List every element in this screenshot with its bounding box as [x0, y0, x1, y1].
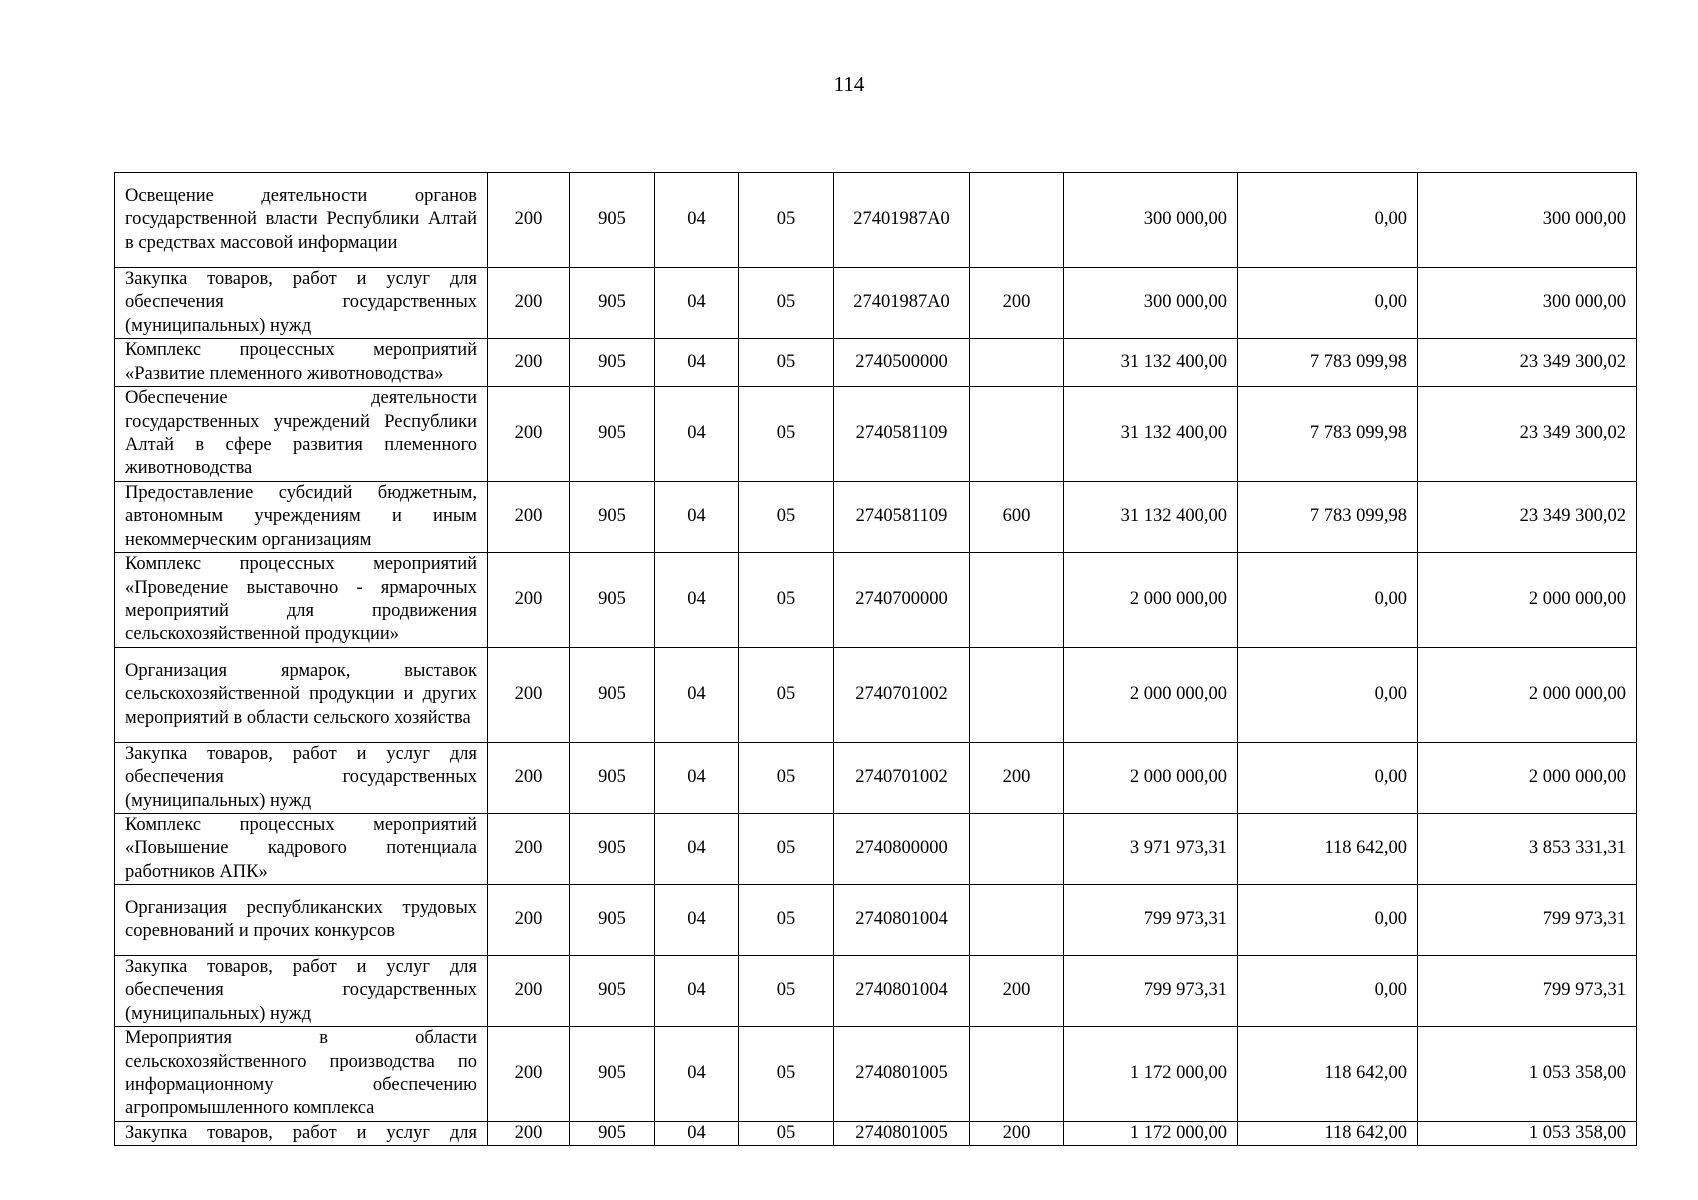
row-amount-3: 23 349 300,02 [1418, 482, 1637, 553]
row-code-vr: 200 [970, 268, 1064, 339]
row-code-csr: 27401987А0 [834, 173, 970, 268]
table-row [115, 268, 1637, 339]
row-amount-total: 31 132 400,00 [1064, 339, 1238, 387]
row-code-pr: 05 [739, 553, 834, 648]
row-code-vr [970, 387, 1064, 482]
row-code-gr: 200 [488, 648, 570, 743]
row-code-pr: 05 [739, 482, 834, 553]
row-amount-total: 2 000 000,00 [1064, 743, 1238, 814]
row-code-pr: 05 [739, 648, 834, 743]
row-code-rz: 04 [655, 482, 739, 553]
row-amount-total: 300 000,00 [1064, 173, 1238, 268]
row-code-csr: 2740800000 [834, 814, 970, 885]
row-amount-total: 3 971 973,31 [1064, 814, 1238, 885]
row-code-vr [970, 885, 1064, 956]
row-code-vr [970, 553, 1064, 648]
row-description: Комплекс процессных мероприятий «Повышение кадрового потенциала работников АПК» [115, 814, 488, 885]
row-code-rz: 04 [655, 885, 739, 956]
row-code-gr: 200 [488, 743, 570, 814]
row-amount-2: 0,00 [1238, 173, 1418, 268]
row-code-ved: 905 [570, 885, 655, 956]
row-description: Закупка товаров, работ и услуг для обеспечения государственных (муниципальных) нужд [115, 268, 488, 339]
row-code-rz: 04 [655, 339, 739, 387]
table-row [115, 482, 1637, 553]
row-code-vr: 200 [970, 1122, 1064, 1146]
table-row [115, 1027, 1637, 1122]
row-code-ved: 905 [570, 387, 655, 482]
row-code-vr [970, 648, 1064, 743]
row-amount-2: 0,00 [1238, 268, 1418, 339]
row-amount-total: 31 132 400,00 [1064, 482, 1238, 553]
row-code-vr [970, 1027, 1064, 1122]
row-code-ved: 905 [570, 173, 655, 268]
table-row [115, 648, 1637, 743]
row-code-vr: 200 [970, 956, 1064, 1027]
row-amount-3: 1 053 358,00 [1418, 1122, 1637, 1146]
row-description: Освещение деятельности органов государственной власти Республики Алтай в средствах массовой информации [115, 173, 488, 268]
row-amount-2: 0,00 [1238, 885, 1418, 956]
row-code-ved: 905 [570, 553, 655, 648]
row-code-vr: 600 [970, 482, 1064, 553]
row-amount-2: 0,00 [1238, 553, 1418, 648]
table-row [115, 814, 1637, 885]
row-code-rz: 04 [655, 956, 739, 1027]
row-amount-3: 2 000 000,00 [1418, 743, 1637, 814]
row-amount-total: 1 172 000,00 [1064, 1122, 1238, 1146]
row-amount-2: 118 642,00 [1238, 1122, 1418, 1146]
row-code-gr: 200 [488, 1122, 570, 1146]
row-code-rz: 04 [655, 1122, 739, 1146]
row-amount-total: 1 172 000,00 [1064, 1027, 1238, 1122]
row-amount-2: 0,00 [1238, 956, 1418, 1027]
row-description: Комплекс процессных мероприятий «Проведение выставочно - ярмарочных мероприятий для продвижения сельскохозяйственной продукции» [115, 553, 488, 648]
row-code-pr: 05 [739, 387, 834, 482]
table-row [115, 553, 1637, 648]
row-description: Комплекс процессных мероприятий «Развитие племенного животноводства» [115, 339, 488, 387]
row-amount-3: 799 973,31 [1418, 956, 1637, 1027]
row-amount-total: 799 973,31 [1064, 956, 1238, 1027]
row-description: Организация ярмарок, выставок сельскохозяйственной продукции и других мероприятий в области сельского хозяйства [115, 648, 488, 743]
row-code-pr: 05 [739, 743, 834, 814]
row-description: Обеспечение деятельности государственных учреждений Республики Алтай в сфере развития племенного животноводства [115, 387, 488, 482]
row-code-rz: 04 [655, 648, 739, 743]
row-code-gr: 200 [488, 1027, 570, 1122]
row-amount-3: 2 000 000,00 [1418, 648, 1637, 743]
row-code-ved: 905 [570, 956, 655, 1027]
row-code-gr: 200 [488, 268, 570, 339]
row-amount-total: 31 132 400,00 [1064, 387, 1238, 482]
row-amount-3: 3 853 331,31 [1418, 814, 1637, 885]
row-code-csr: 2740701002 [834, 648, 970, 743]
row-amount-3: 23 349 300,02 [1418, 387, 1637, 482]
row-code-gr: 200 [488, 553, 570, 648]
row-code-gr: 200 [488, 956, 570, 1027]
table-row [115, 339, 1637, 387]
row-code-csr: 2740701002 [834, 743, 970, 814]
row-description: Закупка товаров, работ и услуг для [115, 1122, 488, 1146]
row-amount-2: 7 783 099,98 [1238, 339, 1418, 387]
row-code-ved: 905 [570, 1122, 655, 1146]
row-code-pr: 05 [739, 1122, 834, 1146]
row-code-ved: 905 [570, 1027, 655, 1122]
table-row [115, 1122, 1637, 1146]
row-code-csr: 2740581109 [834, 387, 970, 482]
row-code-pr: 05 [739, 339, 834, 387]
row-code-rz: 04 [655, 268, 739, 339]
table-row [115, 743, 1637, 814]
row-amount-3: 2 000 000,00 [1418, 553, 1637, 648]
row-amount-total: 2 000 000,00 [1064, 553, 1238, 648]
page-number: 114 [833, 72, 865, 96]
row-amount-3: 799 973,31 [1418, 885, 1637, 956]
row-code-csr: 2740801004 [834, 956, 970, 1027]
row-code-vr [970, 814, 1064, 885]
row-code-pr: 05 [739, 814, 834, 885]
row-code-ved: 905 [570, 814, 655, 885]
row-code-rz: 04 [655, 1027, 739, 1122]
row-code-gr: 200 [488, 885, 570, 956]
row-amount-3: 23 349 300,02 [1418, 339, 1637, 387]
row-code-rz: 04 [655, 814, 739, 885]
row-code-pr: 05 [739, 956, 834, 1027]
table-row [115, 956, 1637, 1027]
table-row [115, 885, 1637, 956]
row-amount-3: 300 000,00 [1418, 268, 1637, 339]
row-code-ved: 905 [570, 482, 655, 553]
row-code-ved: 905 [570, 743, 655, 814]
row-description: Организация республиканских трудовых соревнований и прочих конкурсов [115, 885, 488, 956]
row-amount-total: 2 000 000,00 [1064, 648, 1238, 743]
row-code-gr: 200 [488, 387, 570, 482]
row-amount-2: 7 783 099,98 [1238, 482, 1418, 553]
row-code-csr: 2740700000 [834, 553, 970, 648]
table-row [115, 173, 1637, 268]
table-row [115, 387, 1637, 482]
row-code-gr: 200 [488, 482, 570, 553]
row-code-pr: 05 [739, 268, 834, 339]
row-code-csr: 2740801005 [834, 1027, 970, 1122]
row-code-csr: 2740801005 [834, 1122, 970, 1146]
row-amount-2: 118 642,00 [1238, 1027, 1418, 1122]
row-amount-total: 799 973,31 [1064, 885, 1238, 956]
row-code-pr: 05 [739, 1027, 834, 1122]
row-amount-2: 0,00 [1238, 648, 1418, 743]
row-code-rz: 04 [655, 553, 739, 648]
row-description: Закупка товаров, работ и услуг для обеспечения государственных (муниципальных) нужд [115, 743, 488, 814]
row-code-csr: 2740500000 [834, 339, 970, 387]
row-code-rz: 04 [655, 387, 739, 482]
row-amount-2: 7 783 099,98 [1238, 387, 1418, 482]
row-amount-3: 300 000,00 [1418, 173, 1637, 268]
row-amount-2: 0,00 [1238, 743, 1418, 814]
row-code-pr: 05 [739, 173, 834, 268]
row-code-gr: 200 [488, 814, 570, 885]
row-code-csr: 2740801004 [834, 885, 970, 956]
row-code-rz: 04 [655, 173, 739, 268]
row-code-rz: 04 [655, 743, 739, 814]
row-amount-total: 300 000,00 [1064, 268, 1238, 339]
row-code-pr: 05 [739, 885, 834, 956]
row-amount-3: 1 053 358,00 [1418, 1027, 1637, 1122]
budget-table [114, 172, 1637, 1146]
row-code-csr: 2740581109 [834, 482, 970, 553]
row-code-vr [970, 339, 1064, 387]
row-code-ved: 905 [570, 648, 655, 743]
row-code-vr: 200 [970, 743, 1064, 814]
row-description: Предоставление субсидий бюджетным, автономным учреждениям и иным некоммерческим организациям [115, 482, 488, 553]
row-amount-2: 118 642,00 [1238, 814, 1418, 885]
row-code-csr: 27401987А0 [834, 268, 970, 339]
row-code-gr: 200 [488, 173, 570, 268]
row-code-gr: 200 [488, 339, 570, 387]
row-description: Мероприятия в области сельскохозяйственного производства по информационному обеспечению агропромышленного комплекса [115, 1027, 488, 1122]
row-code-ved: 905 [570, 339, 655, 387]
row-code-vr [970, 173, 1064, 268]
row-code-ved: 905 [570, 268, 655, 339]
row-description: Закупка товаров, работ и услуг для обеспечения государственных (муниципальных) нужд [115, 956, 488, 1027]
